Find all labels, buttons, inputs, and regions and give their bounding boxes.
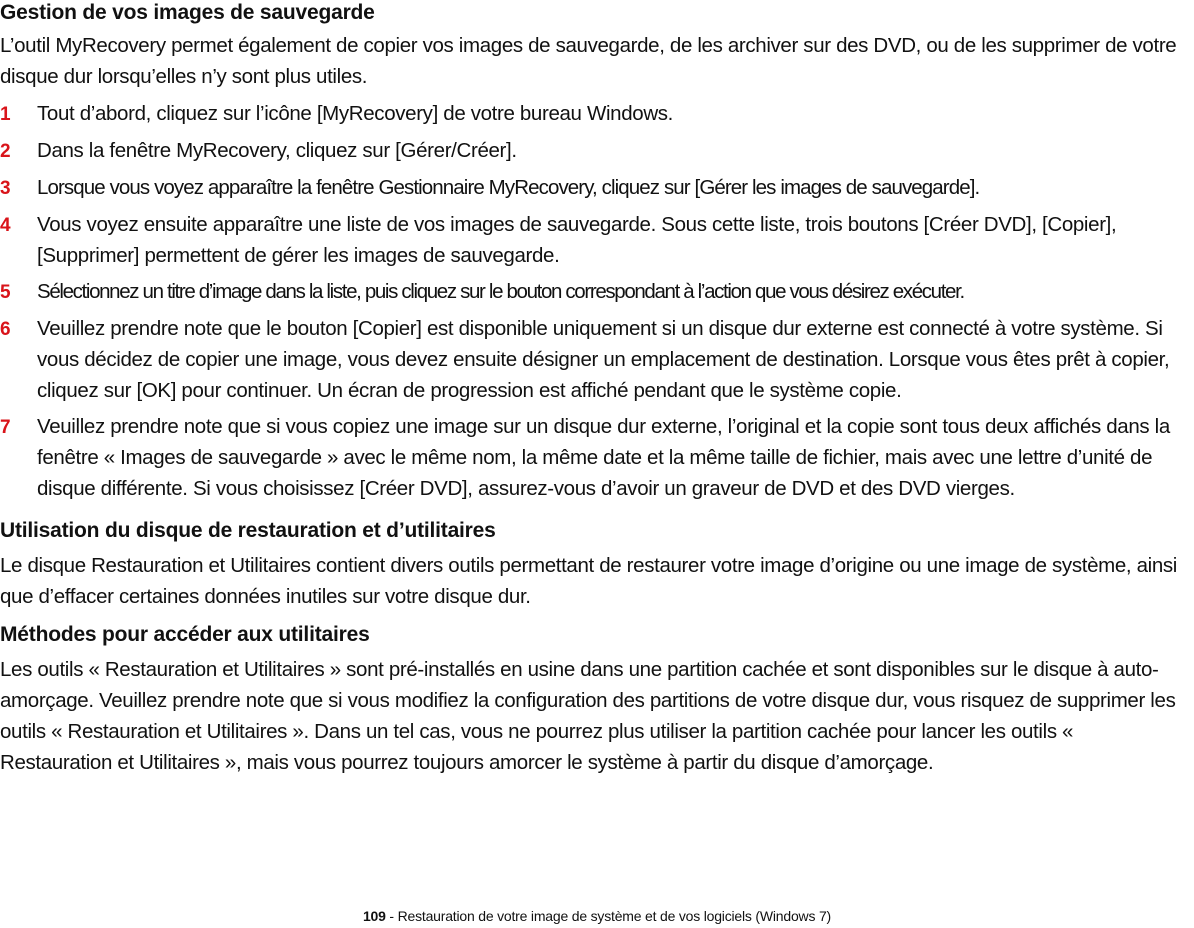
access-methods-paragraph: Les outils « Restauration et Utilitaires » sont pré-installés en usine dans une partition cachée et sont disponibles sur le disque à auto-amorçage. Veuillez prendre note que si vous modifiez la configuration des partitions de votre disque dur, vous risquez de supprimer les outils « Restauration et Utilitaires ». Dans un tel cas, vous ne pourrez plus utiliser la partition cachée pour lancer les outils « Restauration et Utilitaires », mais vous pourrez toujours amorcer le système à partir du disque d’amorçage. — [0, 658, 1176, 774]
step-number: 2 — [0, 141, 11, 162]
step-item — [0, 209, 1190, 271]
section-title-backup-images: Gestion de vos images de sauvegarde — [0, 1, 375, 24]
step-text: Veuillez prendre note que si vous copiez une image sur un disque dur externe, l’original et la copie sont tous deux affichés dans la fenêtre « Images de sauvegarde » avec le même nom, la même date et la même taille de fichier, mais avec une lettre d’unité de disque différente. Si vous choisissez [Créer DVD], assurez-vous d’avoir un graveur de DVD et des DVD vierges. — [37, 415, 1170, 500]
step-item — [0, 135, 1190, 167]
step-text: Sélectionnez un titre d’image dans la liste, puis cliquez sur le bouton correspondant à l’action que vous désirez exécuter. — [37, 280, 964, 303]
step-item — [0, 98, 1190, 130]
step-text: Tout d’abord, cliquez sur l’icône [MyRecovery] de votre bureau Windows. — [37, 102, 674, 125]
page-footer — [0, 907, 1194, 925]
step-number: 7 — [0, 417, 11, 438]
step-item — [0, 313, 1190, 406]
intro-paragraph: L’outil MyRecovery permet également de copier vos images de sauvegarde, de les archiver sur des DVD, ou de les supprimer de votre disque dur lorsqu’elles n’y sont plus utiles. — [0, 34, 1177, 88]
step-item — [0, 411, 1190, 504]
restore-disc-paragraph: Le disque Restauration et Utilitaires contient divers outils permettant de restaurer votre image d’origine ou une image de système, ainsi que d’effacer certaines données inutiles sur votre disque dur. — [0, 554, 1177, 608]
footer-separator: - — [385, 908, 398, 924]
footer-chapter-title: Restauration de votre image de système et de vos logiciels (Windows 7) — [397, 908, 832, 924]
step-text: Veuillez prendre note que le bouton [Copier] est disponible uniquement si un disque dur externe est connecté à votre système. Si vous décidez de copier une image, vous devez ensuite désigner un emplacement de destination. Lorsque vous êtes prêt à copier, cliquez sur [OK] pour continuer. Un écran de progression est affiché pendant que le système copie. — [37, 317, 1170, 402]
step-number: 6 — [0, 319, 11, 340]
step-number: 3 — [0, 178, 11, 199]
step-number: 1 — [0, 104, 11, 125]
step-item — [0, 172, 1190, 204]
page-number: 109 — [362, 908, 386, 924]
step-item — [0, 276, 1190, 308]
section-title-restore-disc: Utilisation du disque de restauration et d’utilitaires — [0, 519, 496, 542]
step-text: Vous voyez ensuite apparaître une liste de vos images de sauvegarde. Sous cette liste, trois boutons [Créer DVD], [Copier], [Supprimer] permettent de gérer les images de sauvegarde. — [37, 213, 1117, 267]
steps-list — [0, 98, 1190, 504]
step-number: 4 — [0, 215, 11, 236]
step-number: 5 — [0, 282, 11, 303]
section-title-access-methods: Méthodes pour accéder aux utilitaires — [0, 623, 370, 646]
step-text: Dans la fenêtre MyRecovery, cliquez sur [Gérer/Créer]. — [37, 139, 517, 162]
step-text: Lorsque vous voyez apparaître la fenêtre Gestionnaire MyRecovery, cliquez sur [Gérer les images de sauvegarde]. — [37, 176, 980, 199]
